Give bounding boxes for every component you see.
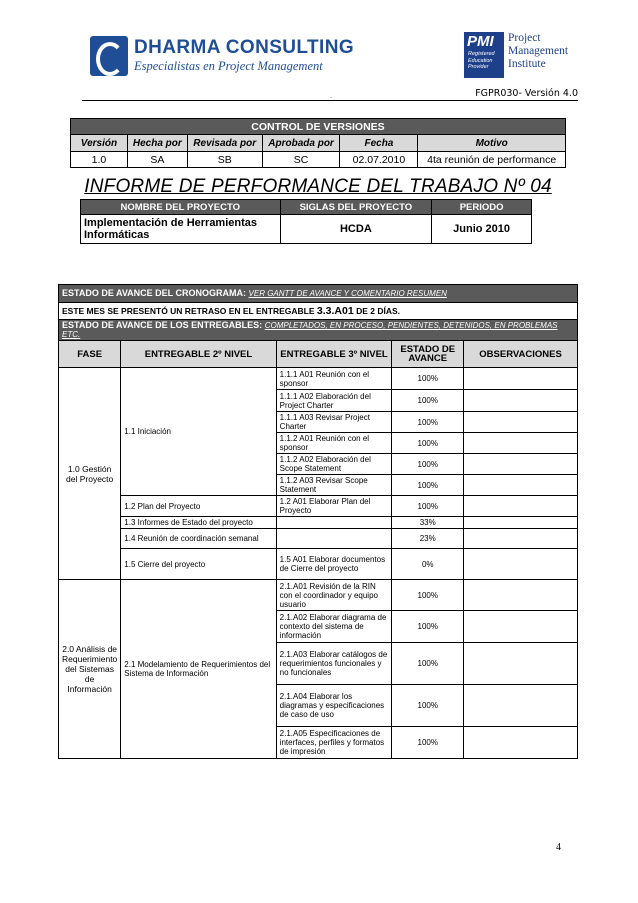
entregable-3-cell: 1.2 A01 Elaborar Plan del Proyecto (276, 496, 392, 517)
column-header: NOMBRE DEL PROYECTO (81, 200, 281, 215)
avance-cell: 100% (392, 580, 464, 611)
form-code: FGPR030- Versión 4.0 (475, 88, 578, 99)
column-header: ENTREGABLE 2º NIVEL (121, 341, 276, 368)
table-row (71, 152, 566, 168)
dharma-logo-mark-icon (90, 36, 128, 76)
column-header: Motivo (418, 135, 566, 152)
column-header: Versión (71, 135, 128, 152)
table-row (59, 368, 578, 390)
entregable-2-cell: 1.3 Informes de Estado del proyecto (121, 517, 276, 529)
entregable-2-cell: 1.5 Cierre del proyecto (121, 549, 276, 580)
avance-cell: 0% (392, 549, 464, 580)
avance-cell: 100% (392, 643, 464, 685)
avance-cell: 100% (392, 475, 464, 496)
cell-revisada-por: SB (187, 152, 262, 168)
cell-fecha: 02.07.2010 (340, 152, 418, 168)
table-row (59, 496, 578, 517)
entregable-2-cell: 2.1 Modelamiento de Requerimientos del Sistema de Información (121, 580, 276, 759)
header-rule (82, 100, 578, 101)
report-title: INFORME DE PERFORMANCE DEL TRABAJO Nº 04 (84, 176, 552, 197)
page-number: 4 (556, 842, 561, 853)
avance-cell: 23% (392, 529, 464, 549)
avance-cell: 100% (392, 727, 464, 759)
entregable-3-cell: 2.1.A02 Elaborar diagrama de contexto del sistema de información (276, 611, 392, 643)
entregable-3-cell: 1.1.2 A02 Elaboración del Scope Statement (276, 454, 392, 475)
column-header: ENTREGABLE 3º NIVEL (276, 341, 392, 368)
table-row (59, 517, 578, 529)
retraso-text: ESTE MES SE PRESENTÓ UN RETRASO EN EL ENTREGABLE (62, 305, 315, 316)
observaciones-cell (464, 685, 578, 727)
cronograma-status-bar (59, 285, 578, 303)
observaciones-cell (464, 611, 578, 643)
avance-cell: 100% (392, 368, 464, 390)
column-header: Aprobada por (262, 135, 340, 152)
column-header: OBSERVACIONES (464, 341, 578, 368)
entregable-3-cell: 2.1.A03 Elaborar catálogos de requerimientos funcionales y no funcionales (276, 643, 392, 685)
cell-version: 1.0 (71, 152, 128, 168)
fase-cell: 2.0 Análisis de Requerimiento del Sistemas de Información (59, 580, 121, 759)
observaciones-cell (464, 643, 578, 685)
column-header: FASE (59, 341, 121, 368)
avance-cell: 100% (392, 611, 464, 643)
observaciones-cell (464, 727, 578, 759)
entregable-3-cell: 1.1.2 A03 Revisar Scope Statement (276, 475, 392, 496)
retraso-row (59, 303, 578, 320)
avance-cell: 100% (392, 685, 464, 727)
project-period: Junio 2010 (432, 215, 532, 244)
table-row (59, 580, 578, 611)
company-slogan: Especialistas en Project Management (134, 59, 323, 73)
column-header: SIGLAS DEL PROYECTO (280, 200, 432, 215)
observaciones-cell (464, 475, 578, 496)
header-dot: . (330, 93, 332, 100)
entregable-3-cell: 1.1.1 A01 Reunión con el sponsor (276, 368, 392, 390)
project-acronym: HCDA (280, 215, 432, 244)
observaciones-cell (464, 517, 578, 529)
entregable-3-cell: 2.1.A05 Especificaciones de interfaces, perfiles y formatos de impresión (276, 727, 392, 759)
retraso-suffix: DE 2 DÍAS. (356, 305, 400, 316)
pmi-badge-text: Registered Education Provider (468, 51, 495, 70)
entregable-2-cell: 1.2 Plan del Proyecto (121, 496, 276, 517)
control-versiones-title: CONTROL DE VERSIONES (71, 119, 566, 135)
observaciones-cell (464, 368, 578, 390)
column-header: Revisada por (187, 135, 262, 152)
company-name: DHARMA CONSULTING (134, 37, 355, 58)
avance-cell: 100% (392, 412, 464, 433)
entregables-note: COMPLETADOS, EN PROCESO, PENDIENTES, DETENIDOS, EN PROBLEMAS ETC. (62, 321, 558, 339)
control-versiones-table (70, 118, 566, 168)
cell-motivo: 4ta reunión de performance (418, 152, 566, 168)
project-name: Implementación de Herramientas Informáticas (81, 215, 281, 244)
avance-cell: 33% (392, 517, 464, 529)
cell-hecha-por: SA (127, 152, 187, 168)
entregables-status-bar (59, 320, 578, 341)
entregable-3-cell: 1.5 A01 Elaborar documentos de Cierre del proyecto (276, 549, 392, 580)
avance-cell: 100% (392, 496, 464, 517)
pmi-logo (464, 30, 584, 82)
column-header: PERIODO (432, 200, 532, 215)
entregable-3-cell (276, 529, 392, 549)
observaciones-cell (464, 529, 578, 549)
retraso-code: 3.3.A01 (316, 304, 354, 317)
observaciones-cell (464, 454, 578, 475)
entregable-3-cell: 1.1.1 A03 Revisar Project Charter (276, 412, 392, 433)
entregable-3-cell: 1.1.1 A02 Elaboración del Project Charter (276, 390, 392, 412)
entregable-3-cell: 1.1.2 A01 Reunión con el sponsor (276, 433, 392, 454)
column-header: Fecha (340, 135, 418, 152)
entregable-3-cell: 2.1.A04 Elaborar los diagramas y especificaciones de caso de uso (276, 685, 392, 727)
observaciones-cell (464, 390, 578, 412)
cell-aprobada-por: SC (262, 152, 340, 168)
table-row (59, 529, 578, 549)
project-info-table (80, 199, 532, 244)
pmi-mark-text: PMI (467, 33, 494, 50)
pmi-logo-mark-icon (464, 32, 504, 78)
observaciones-cell (464, 496, 578, 517)
column-header: ESTADO DE AVANCE (392, 341, 464, 368)
pmi-title: Project Management Institute (508, 32, 569, 70)
cronograma-note: VER GANTT DE AVANCE Y COMENTARIO RESUMEN (248, 289, 447, 298)
entregable-2-cell: 1.1 Iniciación (121, 368, 276, 496)
entregable-2-cell: 1.4 Reunión de coordinación semanal (121, 529, 276, 549)
entregables-label: ESTADO DE AVANCE DE LOS ENTREGABLES: (62, 320, 263, 330)
observaciones-cell (464, 412, 578, 433)
entregable-3-cell (276, 517, 392, 529)
entregable-3-cell: 2.1.A01 Revisión de la RIN con el coordinador y equipo usuario (276, 580, 392, 611)
fase-cell: 1.0 Gestión del Proyecto (59, 368, 121, 580)
dharma-consulting-logo (90, 34, 355, 80)
column-header: Hecha por (127, 135, 187, 152)
observaciones-cell (464, 549, 578, 580)
cronograma-label: ESTADO DE AVANCE DEL CRONOGRAMA: (62, 288, 247, 298)
table-row (59, 549, 578, 580)
estado-avance-table (58, 284, 578, 759)
avance-cell: 100% (392, 454, 464, 475)
observaciones-cell (464, 433, 578, 454)
observaciones-cell (464, 580, 578, 611)
avance-cell: 100% (392, 390, 464, 412)
avance-cell: 100% (392, 433, 464, 454)
